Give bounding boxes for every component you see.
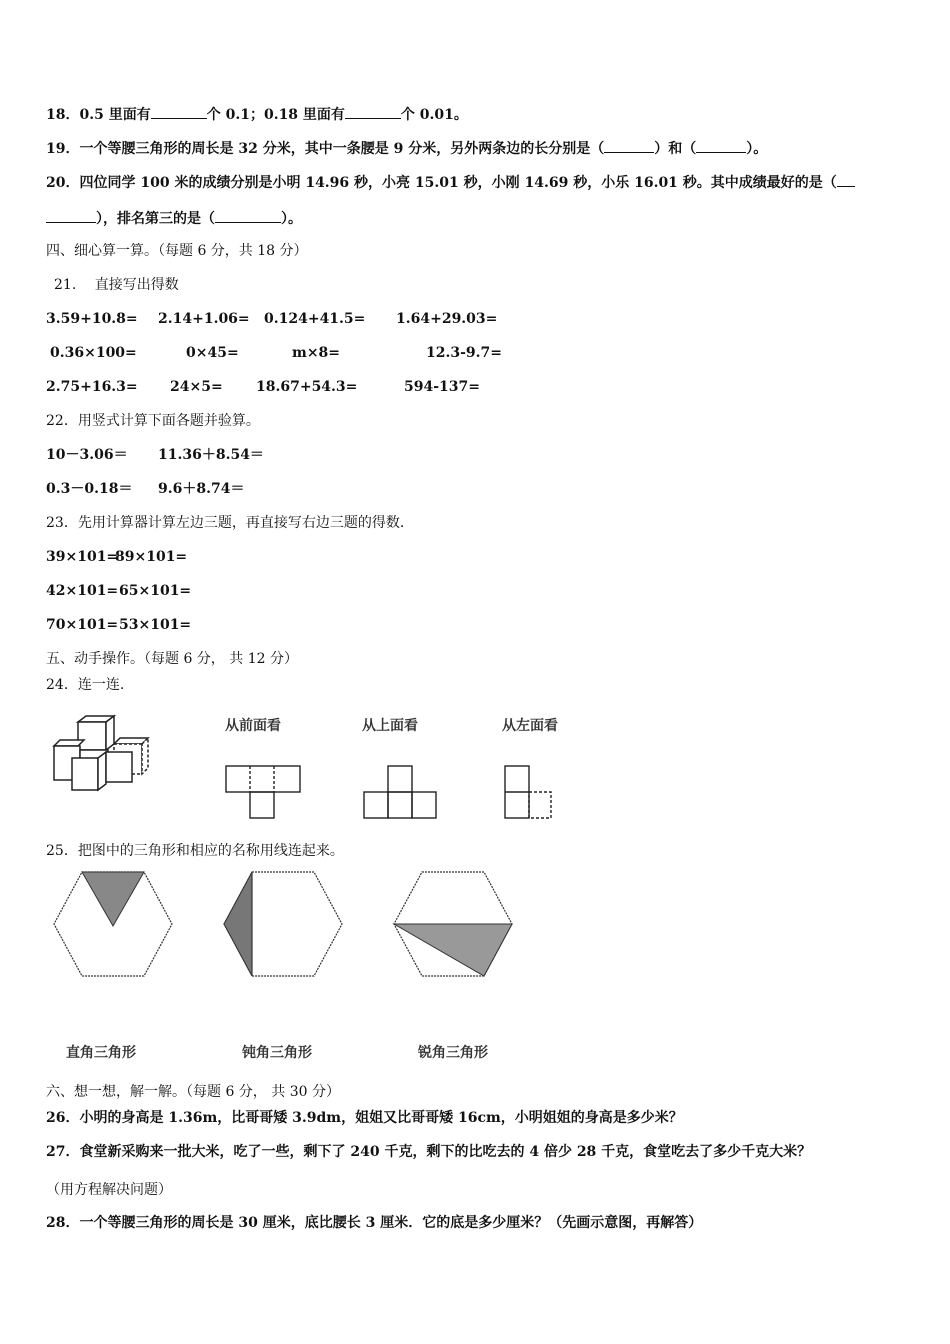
q21-r3-c4: 594-137= bbox=[404, 379, 480, 395]
q18-blank-2[interactable] bbox=[345, 104, 401, 119]
q25-label-right: 直角三角形 bbox=[66, 1045, 136, 1061]
q21-r2-c4: 12.3-9.7= bbox=[426, 345, 502, 361]
q22-r2-c1: 0.3－0.18＝ bbox=[46, 481, 133, 497]
cube-stack-figure bbox=[48, 712, 153, 794]
left-view-figure bbox=[502, 764, 556, 820]
top-view-figure bbox=[362, 764, 440, 820]
q21-r3-c2: 24×5= bbox=[170, 379, 223, 395]
q21-title: 21. 直接写出得数 bbox=[54, 277, 179, 293]
q24-title: 24．连一连. bbox=[46, 677, 125, 693]
q21-r2-c3: m×8= bbox=[292, 345, 341, 361]
question-27-note: （用方程解决问题） bbox=[46, 1182, 172, 1198]
q18-text-a: 18．0.5 里面有 bbox=[46, 107, 151, 123]
question-28: 28．一个等腰三角形的周长是 30 厘米，底比腰长 3 厘米．它的底是多少厘米？（先画示意图，再解答） bbox=[46, 1215, 703, 1231]
hexagon-figure-3 bbox=[390, 870, 516, 980]
q21-r3-c3: 18.67+54.3= bbox=[256, 379, 358, 395]
question-18 bbox=[46, 104, 468, 124]
front-view-figure bbox=[224, 764, 304, 820]
section-4-heading: 四、细心算一算。（每题 6 分，共 18 分） bbox=[46, 243, 308, 259]
q19-text-a: 19．一个等腰三角形的周长是 32 分米，其中一条腰是 9 分米，另外两条边的长分别是（ bbox=[46, 141, 605, 157]
q23-r3-c1: 70×101= bbox=[46, 617, 119, 633]
q20-text-a: 20．四位同学 100 米的成绩分别是小明 14.96 秒，小亮 15.01 秒，小刚 14.69 秒，小乐 16.01 秒。其中成绩最好的是（ bbox=[46, 175, 837, 191]
q22-r1-c2: 11.36＋8.54＝ bbox=[158, 447, 264, 463]
q19-blank-1[interactable] bbox=[604, 138, 654, 153]
question-27: 27．食堂新采购来一批大米，吃了一些，剩下了 240 千克，剩下的比吃去的 4 倍少 28 千克，食堂吃去了多少千克大米？ bbox=[46, 1144, 812, 1160]
q22-r2-c2: 9.6＋8.74＝ bbox=[158, 481, 245, 497]
q21-r1-c2: 2.14+1.06= bbox=[158, 311, 250, 327]
q23-r1-c1: 39×101= bbox=[46, 549, 119, 565]
q18-text-b: 个 0.1；0.18 里面有 bbox=[206, 107, 345, 123]
question-20-line-2 bbox=[46, 208, 302, 228]
section-5-heading: 五、动手操作。（每题 6 分， 共 12 分） bbox=[46, 651, 298, 667]
q19-text-c: ）。 bbox=[746, 141, 768, 157]
section-6-heading: 六、想一想，解一解。（每题 6 分， 共 30 分） bbox=[46, 1084, 340, 1100]
hexagon-figure-1 bbox=[50, 870, 176, 980]
q23-title: 23．先用计算器计算左边三题，再直接写右边三题的得数. bbox=[46, 515, 405, 531]
question-19 bbox=[46, 138, 767, 158]
q24-label-top: 从上面看 bbox=[362, 718, 418, 734]
q21-r3-c1: 2.75+16.3= bbox=[46, 379, 138, 395]
q22-r1-c1: 10－3.06＝ bbox=[46, 447, 128, 463]
q23-r1-c2: 89×101= bbox=[115, 549, 188, 565]
q25-title: 25．把图中的三角形和相应的名称用线连起来。 bbox=[46, 843, 344, 859]
q20-blank-1a[interactable] bbox=[837, 172, 855, 187]
q23-r2-c1: 42×101= bbox=[46, 583, 119, 599]
q21-r1-c4: 1.64+29.03= bbox=[396, 311, 498, 327]
q22-title: 22．用竖式计算下面各题并验算。 bbox=[46, 413, 260, 429]
hexagon-figure-2 bbox=[220, 870, 346, 980]
q21-r2-c1: 0.36×100= bbox=[50, 345, 137, 361]
q20-blank-1b[interactable] bbox=[46, 208, 96, 223]
q19-blank-2[interactable] bbox=[696, 138, 746, 153]
q21-r1-c3: 0.124+41.5= bbox=[264, 311, 366, 327]
q19-text-b: ）和（ bbox=[654, 141, 697, 157]
q24-label-front: 从前面看 bbox=[225, 718, 281, 734]
q20-text-b: ），排名第三的是（ bbox=[96, 211, 215, 227]
q24-label-left: 从左面看 bbox=[502, 718, 558, 734]
question-20-line-1 bbox=[46, 172, 855, 192]
q20-blank-2[interactable] bbox=[215, 208, 281, 223]
question-26: 26．小明的身高是 1.36m，比哥哥矮 3.9dm，姐姐又比哥哥矮 16cm，小明姐姐的身高是多少米？ bbox=[46, 1110, 683, 1126]
q21-r1-c1: 3.59+10.8= bbox=[46, 311, 138, 327]
q25-label-obtuse: 钝角三角形 bbox=[242, 1045, 312, 1061]
q25-label-acute: 锐角三角形 bbox=[418, 1045, 488, 1061]
q23-r2-c2: 65×101= bbox=[119, 583, 192, 599]
q20-text-c: ）。 bbox=[281, 211, 302, 227]
q18-blank-1[interactable] bbox=[151, 104, 207, 119]
q21-r2-c2: 0×45= bbox=[186, 345, 239, 361]
q18-text-c: 个 0.01。 bbox=[400, 107, 468, 123]
q23-r3-c2: 53×101= bbox=[119, 617, 192, 633]
